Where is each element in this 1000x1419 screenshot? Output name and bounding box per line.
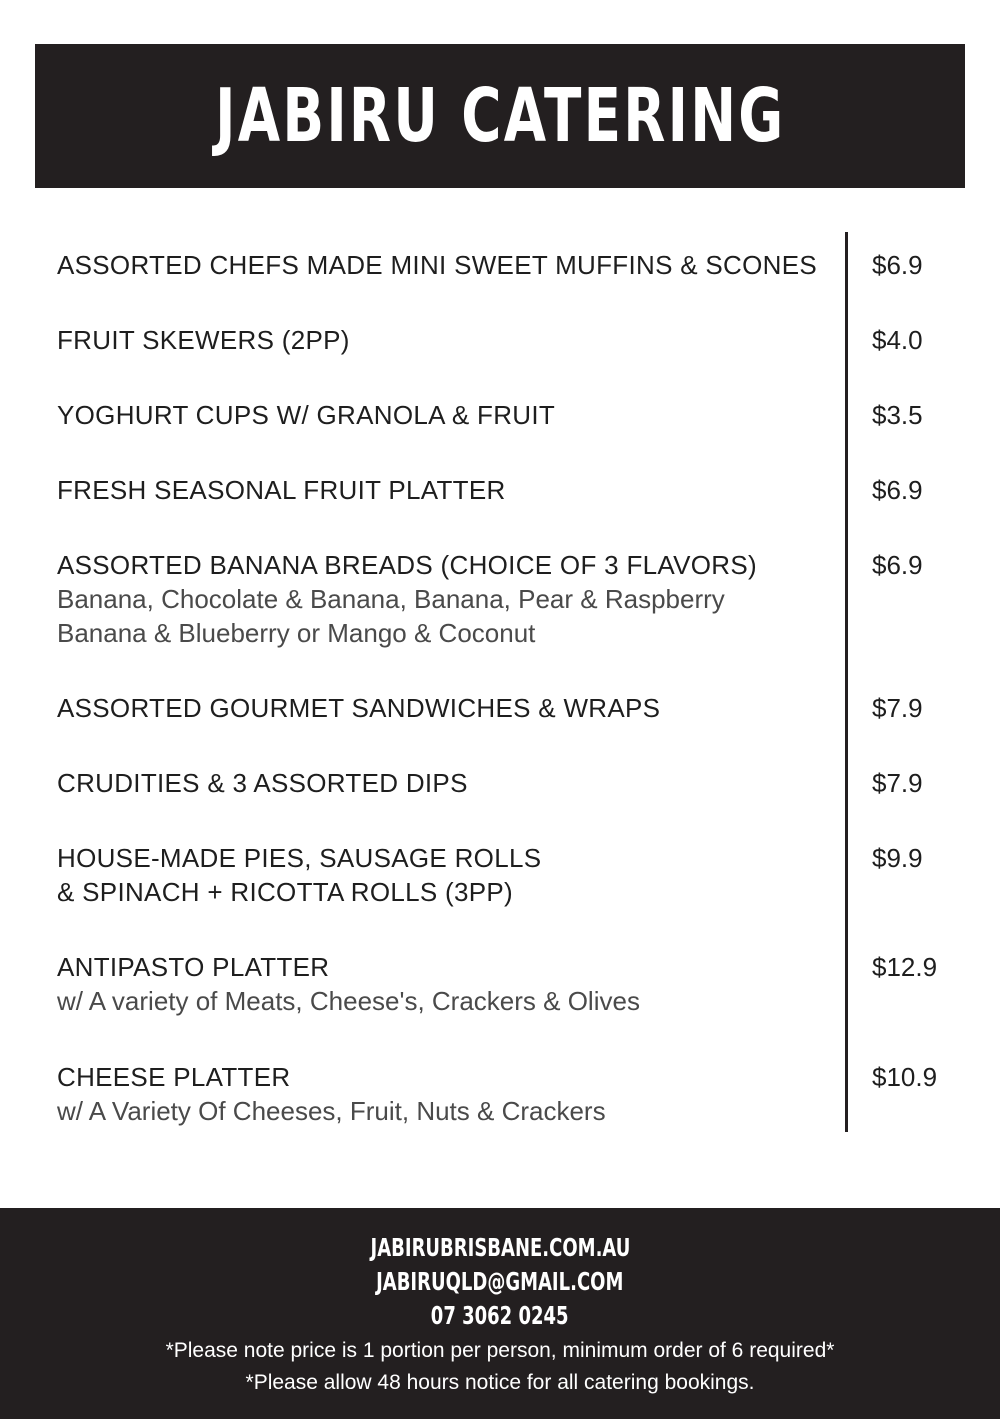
menu-item-description: w/ A Variety Of Cheeses, Fruit, Nuts & Crackers bbox=[57, 1096, 606, 1126]
menu-item bbox=[57, 323, 987, 357]
menu-item bbox=[57, 950, 987, 1018]
menu-item-name: YOGHURT CUPS W/ GRANOLA & FRUIT bbox=[57, 400, 556, 430]
menu-item bbox=[57, 398, 987, 432]
email-link[interactable]: JABIRUQLD@GMAIL.COM bbox=[376, 1267, 624, 1296]
menu-item-price: $4.0 bbox=[872, 325, 923, 355]
menu-item-name: ASSORTED BANANA BREADS (CHOICE OF 3 FLAVORS) bbox=[57, 550, 757, 580]
order-note: *Please note price is 1 portion per person, minimum order of 6 required* bbox=[165, 1339, 835, 1362]
menu-item bbox=[57, 548, 987, 650]
website-link[interactable]: JABIRUBRISBANE.COM.AU bbox=[370, 1233, 630, 1262]
menu-item-price: $6.9 bbox=[872, 250, 923, 280]
footer bbox=[0, 1208, 1000, 1419]
page-title: JABIRU CATERING bbox=[214, 73, 786, 159]
menu-item bbox=[57, 248, 987, 282]
booking-note: *Please allow 48 hours notice for all catering bookings. bbox=[245, 1371, 755, 1394]
menu-item-price: $6.9 bbox=[872, 550, 923, 580]
menu-item-price: $6.9 bbox=[872, 475, 923, 505]
menu-item-name: ASSORTED GOURMET SANDWICHES & WRAPS bbox=[57, 693, 661, 723]
menu-item-description: w/ A variety of Meats, Cheese's, Crackers & Olives bbox=[57, 986, 640, 1016]
menu-item-price: $7.9 bbox=[872, 768, 923, 798]
menu-item-name: ANTIPASTO PLATTER bbox=[57, 952, 330, 982]
menu-item-description: Banana, Chocolate & Banana, Banana, Pear & Raspberry Banana & Blueberry or Mango & Coconut bbox=[57, 584, 725, 648]
menu-item-name: FRESH SEASONAL FRUIT PLATTER bbox=[57, 475, 506, 505]
menu-item bbox=[57, 766, 987, 800]
menu-item-price: $3.5 bbox=[872, 400, 923, 430]
menu-item-price: $9.9 bbox=[872, 843, 923, 873]
menu-item bbox=[57, 691, 987, 725]
menu-item bbox=[57, 473, 987, 507]
menu-item bbox=[57, 841, 987, 909]
menu-item-name: ASSORTED CHEFS MADE MINI SWEET MUFFINS & SCONES bbox=[57, 250, 817, 280]
phone-number[interactable]: 07 3062 0245 bbox=[431, 1301, 569, 1330]
menu-item-price: $10.9 bbox=[872, 1062, 938, 1092]
header-banner bbox=[35, 44, 965, 188]
menu-item-name: FRUIT SKEWERS (2PP) bbox=[57, 325, 350, 355]
menu-item bbox=[57, 1060, 987, 1128]
menu-item-price: $12.9 bbox=[872, 952, 938, 982]
menu-item-name: CHEESE PLATTER bbox=[57, 1062, 291, 1092]
menu-item-name: CRUDITIES & 3 ASSORTED DIPS bbox=[57, 768, 468, 798]
menu-item-name: HOUSE-MADE PIES, SAUSAGE ROLLS & SPINACH + RICOTTA ROLLS (3PP) bbox=[57, 843, 542, 907]
menu-item-price: $7.9 bbox=[872, 693, 923, 723]
